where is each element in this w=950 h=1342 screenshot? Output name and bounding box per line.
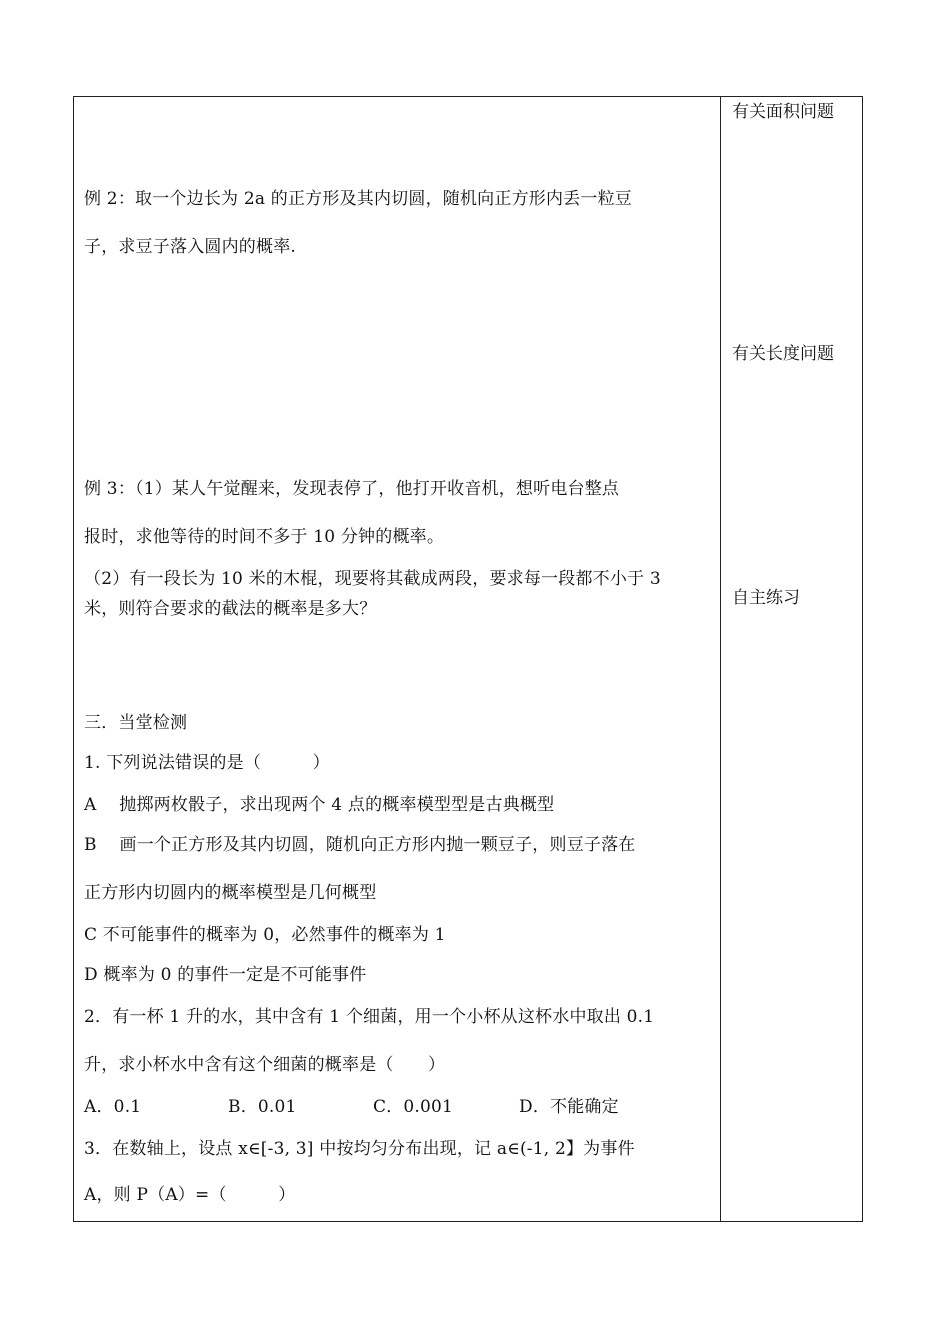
question-1-option-b-line-1: B 画一个正方形及其内切圆，随机向正方形内抛一颗豆子，则豆子落在: [84, 835, 636, 855]
question-2-option-d: D．不能确定: [519, 1097, 619, 1117]
question-3-stem-line-2: A，则 P（A）=（ ）: [84, 1185, 296, 1205]
question-1-option-a: A 抛掷两枚骰子，求出现两个 4 点的概率模型型是古典概型: [84, 795, 555, 815]
question-2-stem-line-2: 升，求小杯水中含有这个细菌的概率是（ ）: [84, 1055, 446, 1075]
example-3-line-1: 例 3：（1）某人午觉醒来，发现表停了，他打开收音机，想听电台整点: [84, 479, 620, 499]
question-2-options: [84, 1096, 714, 1118]
question-2-option-b: B．0.01: [228, 1097, 297, 1117]
example-3-line-3: （2）有一段长为 10 米的木棍，现要将其截成两段，要求每一段都不小于 3: [84, 569, 661, 589]
example-3-line-4: 米，则符合要求的截法的概率是多大？: [84, 599, 377, 619]
section-3-title: 三．当堂检测: [84, 713, 188, 733]
question-1-stem: 1. 下列说法错误的是（ ）: [84, 753, 330, 773]
question-1-option-d: D 概率为 0 的事件一定是不可能事件: [84, 965, 367, 985]
question-2-option-c: C．0.001: [373, 1097, 454, 1117]
question-2-stem-line-1: 2．有一杯 1 升的水，其中含有 1 个细菌，用一个小杯从这杯水中取出 0.1: [84, 1007, 655, 1027]
example-3-line-2: 报时，求他等待的时间不多于 10 分钟的概率。: [84, 527, 445, 547]
question-3-stem-line-1: 3．在数轴上，设点 x∈[-3, 3] 中按均匀分布出现，记 a∈(-1, 2】为事件: [84, 1139, 635, 1159]
side-note-length: 有关长度问题: [732, 344, 834, 364]
question-2-option-a: A．0.1: [84, 1097, 142, 1117]
example-2-line-2: 子，求豆子落入圆内的概率.: [84, 237, 297, 257]
question-1-option-b-line-2: 正方形内切圆内的概率模型是几何概型: [84, 883, 377, 903]
side-note-area: 有关面积问题: [732, 102, 834, 122]
question-1-option-c: C 不可能事件的概率为 0，必然事件的概率为 1: [84, 925, 446, 945]
column-divider: [720, 96, 721, 1222]
side-note-practice: 自主练习: [732, 588, 800, 608]
example-2-line-1: 例 2：取一个边长为 2a 的正方形及其内切圆，随机向正方形内丢一粒豆: [84, 189, 632, 209]
